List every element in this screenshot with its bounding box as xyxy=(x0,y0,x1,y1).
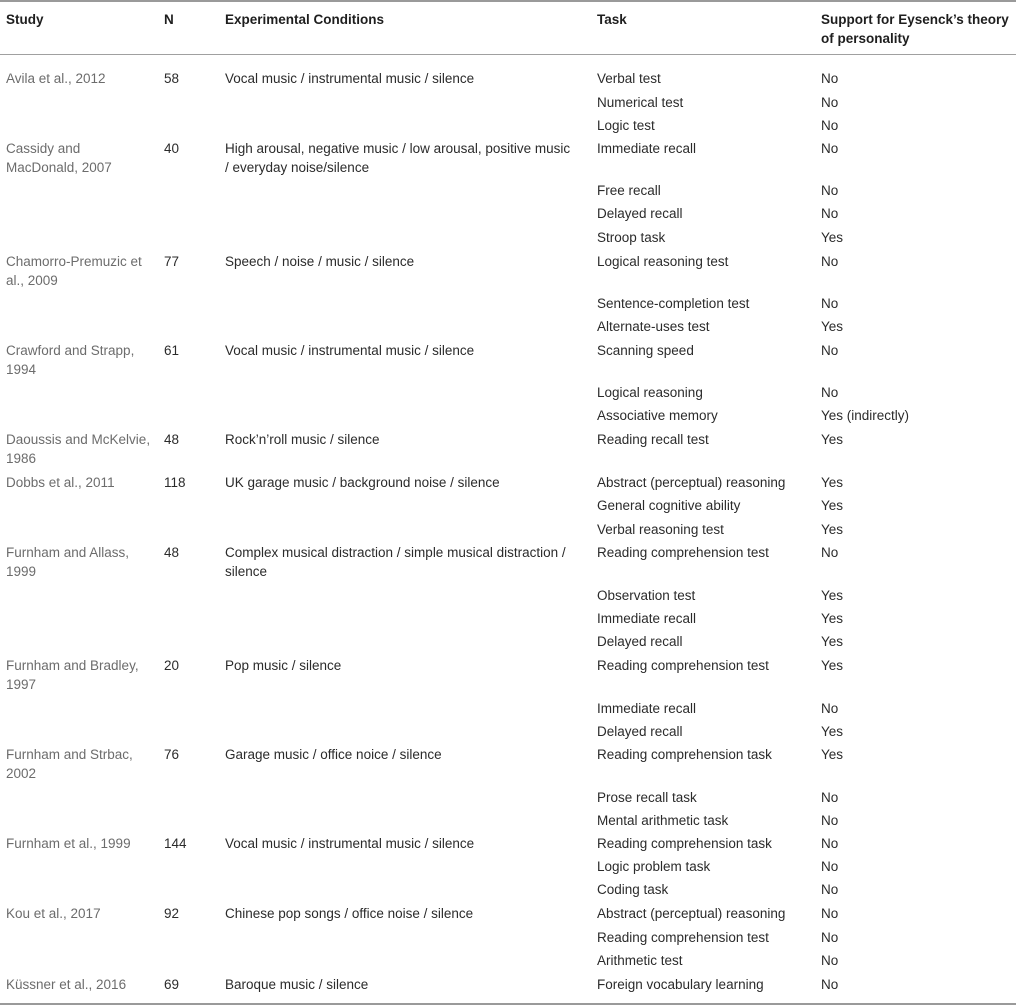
study-conditions: Chinese pop songs / office noise / silence xyxy=(225,906,474,921)
support-cell: Yes xyxy=(821,230,844,245)
task-cell: Scanning speed xyxy=(597,343,694,358)
task-cell: Immediate recall xyxy=(597,141,697,156)
study-name: Daoussis and McKelvie, 1986 xyxy=(6,432,151,466)
task-cell: Delayed recall xyxy=(597,724,683,739)
study-conditions: Speech / noise / music / silence xyxy=(225,254,415,269)
support-cell: Yes xyxy=(821,724,844,739)
task-cell: Prose recall task xyxy=(597,790,697,805)
study-conditions: Vocal music / instrumental music / silence xyxy=(225,343,475,358)
study-sample-size: 77 xyxy=(164,254,180,269)
task-cell: Abstract (perceptual) reasoning xyxy=(597,475,786,490)
header-task: Task xyxy=(597,12,627,27)
task-cell: Sentence-completion test xyxy=(597,296,750,311)
task-cell: Numerical test xyxy=(597,95,684,110)
study-sample-size: 92 xyxy=(164,906,180,921)
support-cell: No xyxy=(821,545,839,560)
study-sample-size: 48 xyxy=(164,432,180,447)
support-cell: No xyxy=(821,183,839,198)
task-cell: Verbal reasoning test xyxy=(597,522,724,537)
support-cell: No xyxy=(821,254,839,269)
task-cell: Reading comprehension test xyxy=(597,545,769,560)
header-rule xyxy=(0,54,1016,55)
study-sample-size: 69 xyxy=(164,977,180,992)
support-cell: Yes xyxy=(821,498,844,513)
support-cell: No xyxy=(821,701,839,716)
support-cell: No xyxy=(821,296,839,311)
support-cell: No xyxy=(821,930,839,945)
support-cell: Yes xyxy=(821,432,844,447)
support-cell: No xyxy=(821,790,839,805)
task-cell: Immediate recall xyxy=(597,701,697,716)
study-name: Furnham and Bradley, 1997 xyxy=(6,658,139,692)
study-name: Furnham et al., 1999 xyxy=(6,836,131,851)
task-cell: Delayed recall xyxy=(597,206,683,221)
task-cell: Logical reasoning test xyxy=(597,254,729,269)
support-cell: No xyxy=(821,836,839,851)
support-cell: No xyxy=(821,118,839,133)
task-cell: Observation test xyxy=(597,588,696,603)
study-sample-size: 20 xyxy=(164,658,180,673)
support-cell: Yes xyxy=(821,747,844,762)
study-conditions: Rock’n’roll music / silence xyxy=(225,432,380,447)
study-sample-size: 58 xyxy=(164,71,180,86)
study-sample-size: 118 xyxy=(164,475,186,490)
task-cell: Delayed recall xyxy=(597,634,683,649)
study-conditions: Pop music / silence xyxy=(225,658,342,673)
task-cell: Reading recall test xyxy=(597,432,709,447)
header-study: Study xyxy=(6,12,44,27)
support-cell: Yes (indirectly) xyxy=(821,408,910,423)
study-name: Furnham and Strbac, 2002 xyxy=(6,747,133,781)
task-cell: Reading comprehension test xyxy=(597,930,769,945)
task-cell: Reading comprehension task xyxy=(597,836,772,851)
support-cell: No xyxy=(821,882,839,897)
support-cell: No xyxy=(821,206,839,221)
task-cell: General cognitive ability xyxy=(597,498,741,513)
support-cell: No xyxy=(821,859,839,874)
support-cell: Yes xyxy=(821,634,844,649)
task-cell: Associative memory xyxy=(597,408,718,423)
support-cell: No xyxy=(821,141,839,156)
task-cell: Verbal test xyxy=(597,71,661,86)
study-sample-size: 48 xyxy=(164,545,180,560)
support-cell: No xyxy=(821,385,839,400)
study-conditions: Baroque music / silence xyxy=(225,977,369,992)
support-cell: Yes xyxy=(821,475,844,490)
study-conditions: Complex musical distraction / simple musical distraction / silence xyxy=(225,545,566,579)
study-name: Chamorro-Premuzic et al., 2009 xyxy=(6,254,142,288)
support-cell: No xyxy=(821,953,839,968)
task-cell: Immediate recall xyxy=(597,611,697,626)
study-sample-size: 40 xyxy=(164,141,180,156)
support-cell: No xyxy=(821,977,839,992)
header-n: N xyxy=(164,12,174,27)
support-cell: Yes xyxy=(821,319,844,334)
task-cell: Free recall xyxy=(597,183,661,198)
study-name: Crawford and Strapp, 1994 xyxy=(6,343,135,377)
task-cell: Alternate-uses test xyxy=(597,319,710,334)
study-conditions: Vocal music / instrumental music / silence xyxy=(225,71,475,86)
study-conditions: Garage music / office noice / silence xyxy=(225,747,442,762)
task-cell: Logic test xyxy=(597,118,655,133)
task-cell: Foreign vocabulary learning xyxy=(597,977,764,992)
study-name: Dobbs et al., 2011 xyxy=(6,475,115,490)
header-support: Support for Eysenck’s theory of personality xyxy=(821,12,1009,46)
task-cell: Abstract (perceptual) reasoning xyxy=(597,906,786,921)
task-cell: Stroop task xyxy=(597,230,666,245)
task-cell: Logical reasoning xyxy=(597,385,703,400)
study-name: Kou et al., 2017 xyxy=(6,906,101,921)
support-cell: No xyxy=(821,71,839,86)
task-cell: Reading comprehension task xyxy=(597,747,772,762)
study-sample-size: 61 xyxy=(164,343,180,358)
table-bottom-rule xyxy=(0,1003,1016,1005)
support-cell: Yes xyxy=(821,611,844,626)
study-sample-size: 144 xyxy=(164,836,187,851)
study-conditions: High arousal, negative music / low arousal, positive music / everyday noise/silence xyxy=(225,141,571,175)
support-cell: No xyxy=(821,95,839,110)
support-cell: Yes xyxy=(821,588,844,603)
study-name: Furnham and Allass, 1999 xyxy=(6,545,130,579)
task-cell: Logic problem task xyxy=(597,859,711,874)
header-conditions: Experimental Conditions xyxy=(225,12,385,27)
task-cell: Mental arithmetic task xyxy=(597,813,729,828)
study-name: Cassidy and MacDonald, 2007 xyxy=(6,141,112,175)
table-top-rule xyxy=(0,0,1016,2)
support-cell: Yes xyxy=(821,522,844,537)
study-sample-size: 76 xyxy=(164,747,180,762)
study-name: Küssner et al., 2016 xyxy=(6,977,127,992)
support-cell: No xyxy=(821,813,839,828)
support-cell: No xyxy=(821,343,839,358)
study-conditions: Vocal music / instrumental music / silence xyxy=(225,836,475,851)
task-cell: Coding task xyxy=(597,882,669,897)
support-cell: No xyxy=(821,906,839,921)
study-conditions: UK garage music / background noise / silence xyxy=(225,475,500,490)
task-cell: Arithmetic test xyxy=(597,953,683,968)
support-cell: Yes xyxy=(821,658,844,673)
study-name: Avila et al., 2012 xyxy=(6,71,106,86)
task-cell: Reading comprehension test xyxy=(597,658,769,673)
